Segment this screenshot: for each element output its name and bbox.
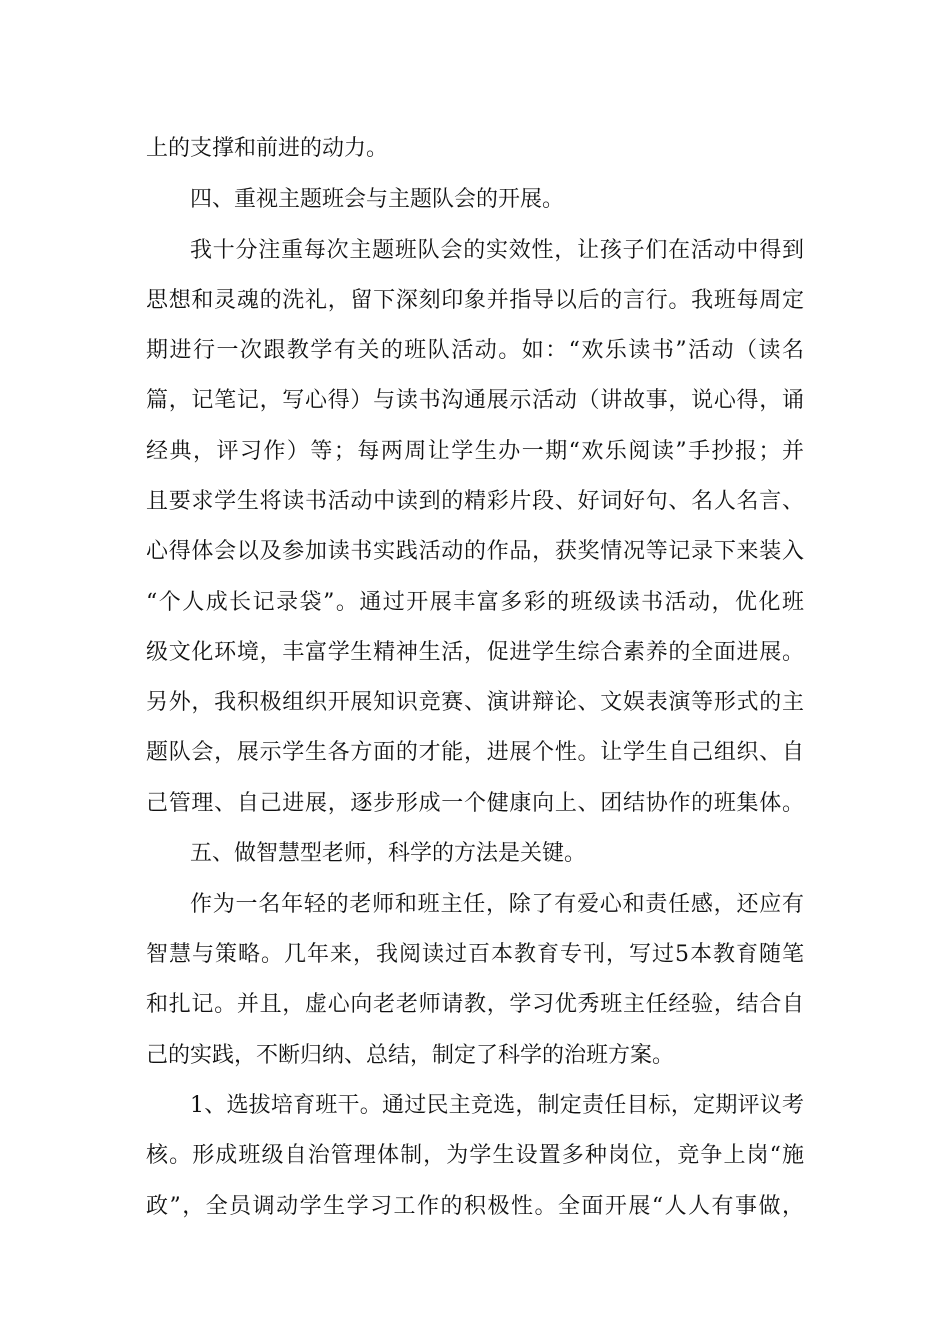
line-text: 另外，我积极组织开展知识竞赛、演讲辩论、文娱表演等形式的主 [146,690,805,715]
line-text: 且要求学生将读书活动中读到的精彩片段、好词好句、名人名言、 [146,489,805,514]
line-text: 题队会，展示学生各方面的才能，进展个性。让学生自己组织、自 [146,740,805,765]
paragraph-line [0,281,950,321]
line-text: 智慧与策略。几年来，我阅读过百本教育专刊，写过5本教育随笔 [146,942,805,967]
paragraph-line [0,935,950,975]
paragraph-line [0,784,950,824]
paragraph-line [0,733,950,773]
line-text: 级文化环境，丰富学生精神生活，促进学生综合素养的全面进展。 [146,640,805,665]
line-text: 己管理、自己进展，逐步形成一个健康向上、团结协作的班集体。 [146,791,805,816]
line-text: 己的实践，不断归纳、总结，制定了科学的治班方案。 [146,1043,675,1068]
paragraph-line [0,381,950,421]
paragraph-line [0,683,950,723]
line-text: 心得体会以及参加读书实践活动的作品，获奖情况等记录下来装入 [146,539,805,564]
paragraph-line [0,1187,950,1227]
line-text: 1、选拔培育班干。通过民主竞选，制定责任目标，定期评议考 [190,1093,805,1118]
paragraph-line [0,1036,950,1076]
section-heading [0,834,950,874]
line-text: 经典，评习作）等；每两周让学生办一期“欢乐阅读”手抄报；并 [146,439,806,464]
line-text: 上的支撑和前进的动力。 [146,136,389,161]
paragraph-line [0,633,950,673]
paragraph-line [0,985,950,1025]
line-text: 政”，全员调动学生学习工作的积极性。全面开展“人人有事做， [146,1194,806,1219]
section-heading [0,180,950,220]
paragraph-line [0,583,950,623]
line-text: 作为一名年轻的老师和班主任，除了有爱心和责任感，还应有 [190,892,805,917]
section-heading-text: 五、做智慧型老师，科学的方法是关键。 [190,841,587,866]
line-text: 篇，记笔记，写心得）与读书沟通展示活动（讲故事，说心得，诵 [146,388,805,413]
paragraph-line [0,331,950,371]
paragraph-line [0,532,950,572]
paragraph-line [0,1136,950,1176]
paragraph-line [0,482,950,522]
line-text: 和扎记。并且，虚心向老老师请教，学习优秀班主任经验，结合自 [146,992,805,1017]
section-heading-text: 四、重视主题班会与主题队会的开展。 [190,187,565,212]
paragraph-line [0,885,950,925]
line-text: 核。形成班级自治管理体制，为学生设置多种岗位，竞争上岗“施 [146,1143,806,1168]
paragraph-line [0,231,950,271]
line-text: 思想和灵魂的洗礼，留下深刻印象并指导以后的言行。我班每周定 [146,288,805,313]
paragraph-line [0,129,950,169]
paragraph-line [0,1086,950,1126]
line-text: 期进行一次跟教学有关的班队活动。如：“欢乐读书”活动（读名 [146,338,806,363]
line-text: “个人成长记录袋”。通过开展丰富多彩的班级读书活动，优化班 [146,590,806,615]
paragraph-line [0,432,950,472]
line-text: 我十分注重每次主题班队会的实效性，让孩子们在活动中得到 [190,238,805,263]
